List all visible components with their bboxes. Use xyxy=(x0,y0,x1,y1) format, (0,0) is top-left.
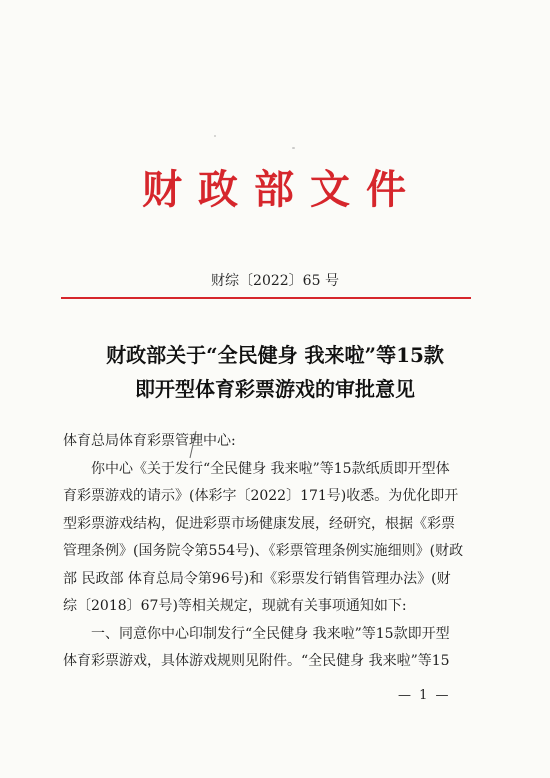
header-red-rule xyxy=(61,297,471,299)
body-line: 型彩票游戏结构，促进彩票市场健康发展，经研究，根据《彩票 xyxy=(63,515,455,532)
body-line: 你中心《关于发行“全民健身 我来啦”等15款纸质即开型体 xyxy=(91,460,450,477)
scan-speck xyxy=(214,135,216,137)
document-title-line-2: 即开型体育彩票游戏的审批意见 xyxy=(135,377,415,401)
body-line: 部 民政部 体育总局令第96号)和《彩票发行销售管理办法》(财 xyxy=(63,570,451,587)
body-line: 综〔2018〕67号)等相关规定，现就有关事项通知如下: xyxy=(63,598,407,614)
page-number: — 1 — xyxy=(398,688,451,703)
body-line: 体育彩票游戏，具体游戏规则见附件。“全民健身 我来啦”等15 xyxy=(63,653,450,669)
document-body xyxy=(63,428,483,676)
body-line: 管理条例》(国务院令第554号)、《彩票管理条例实施细则》(财政 xyxy=(63,543,464,559)
document-title xyxy=(0,338,550,406)
document-header-title: 财政部文件 xyxy=(142,166,422,213)
body-line: 一、同意你中心印制发行“全民健身 我来啦”等15款即开型 xyxy=(91,625,450,642)
body-line: 育彩票游戏的请示》(体彩字〔2022〕171号)收悉。为优化即开 xyxy=(63,488,459,504)
body-line-salutation: 体育总局体育彩票管理中心: xyxy=(63,433,236,449)
document-number: 财综〔2022〕65 号 xyxy=(211,273,339,289)
scan-speck xyxy=(292,147,295,149)
document-title-line-1: 财政部关于“全民健身 我来啦”等15款 xyxy=(106,343,444,367)
